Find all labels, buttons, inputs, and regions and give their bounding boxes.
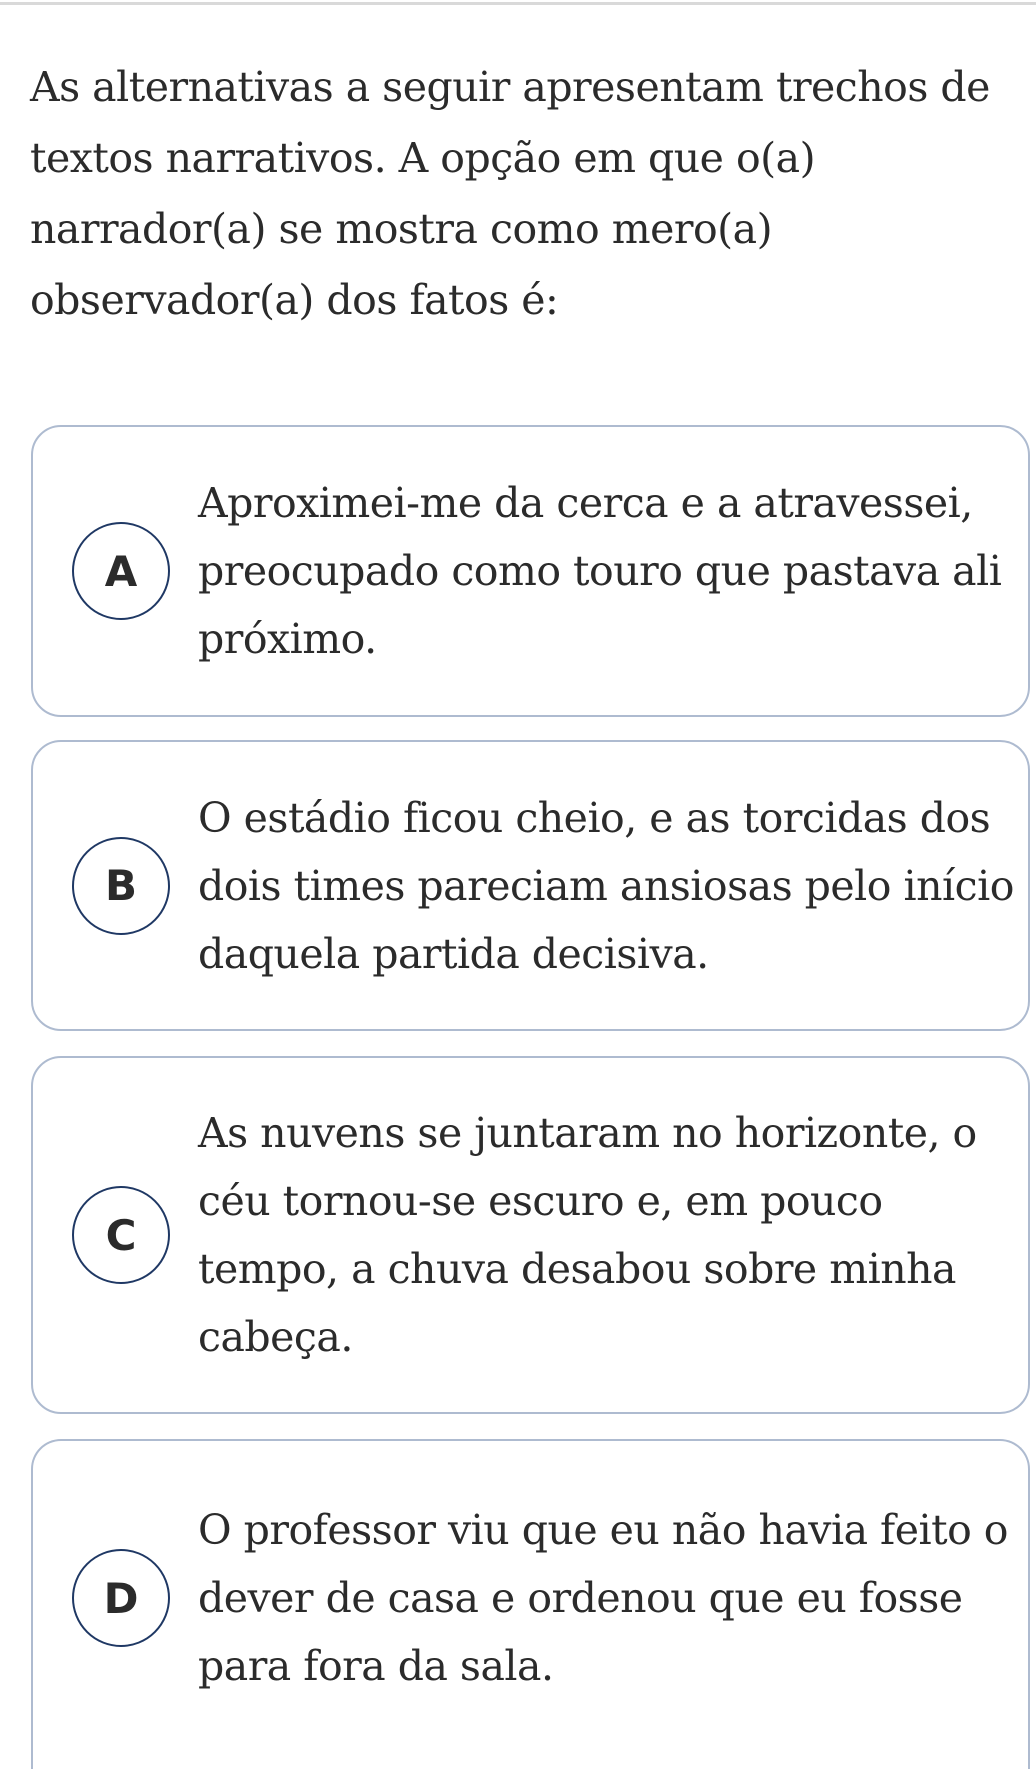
option-b-text: O estádio ficou cheio, e as torcidas dos dois times pareciam ansiosas pelo início daquela partida decisiva. <box>198 793 1014 978</box>
option-b-letter[interactable]: B <box>72 837 170 935</box>
option-a[interactable] <box>31 425 1030 717</box>
option-a-letter[interactable]: A <box>72 522 170 620</box>
option-d[interactable] <box>31 1439 1030 1769</box>
question-text: As alternativas a seguir apresentam trechos de textos narrativos. A opção em que o(a) narrador(a) se mostra como mero(a) observador(a) dos fatos é: <box>30 63 990 324</box>
option-b[interactable] <box>31 740 1030 1031</box>
option-c-text: As nuvens se juntaram no horizonte, o céu tornou-se escuro e, em pouco tempo, a chuva desabou sobre minha cabeça. <box>198 1109 977 1361</box>
option-d-letter[interactable]: D <box>72 1549 170 1647</box>
option-d-text: O professor viu que eu não havia feito o dever de casa e ordenou que eu fosse para fora da sala. <box>198 1506 1008 1690</box>
option-c-letter[interactable]: C <box>72 1186 170 1284</box>
top-divider <box>0 2 1036 5</box>
options-list <box>31 425 1030 1769</box>
option-a-text: Aproximei-me da cerca e a atravessei, preocupado como touro que pastava ali próximo. <box>198 479 1002 663</box>
option-c[interactable] <box>31 1056 1030 1414</box>
